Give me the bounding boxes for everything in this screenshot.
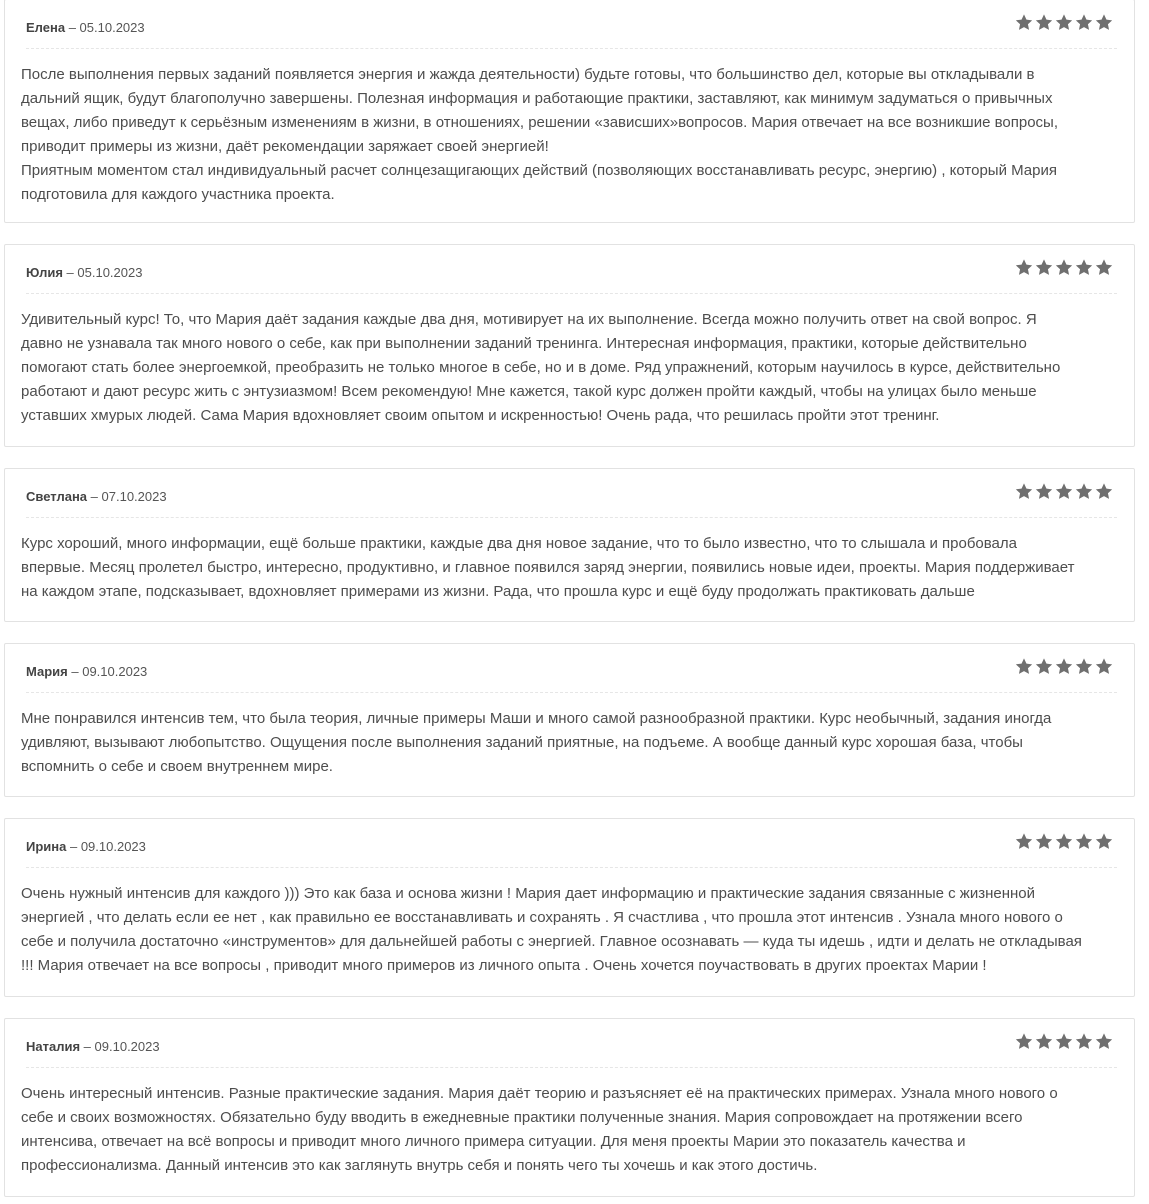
star-rating (1014, 1032, 1114, 1051)
review-card (4, 244, 1135, 447)
review-text-line: После выполнения первых заданий появляется энергия и жажда деятельности) будьте готовы, что большинство дел, которые вы откладывали в (21, 66, 1035, 83)
review-text-line: вещах, либо приведут к серьёзным изменениям в жизни, в отношениях, решении «зависших»вопросов. Мария отвечает на все возникшие вопросы, (21, 114, 1058, 131)
review-date: 05.10.2023 (79, 20, 145, 35)
star-icon (1094, 482, 1114, 501)
star-icon (1074, 258, 1094, 277)
review-text-line: Очень нужный интенсив для каждого ))) Это как база и основа жизни ! Мария дает информацию и практические задания связанные с жизненной (21, 885, 1036, 902)
review-card (4, 468, 1135, 622)
review-meta (26, 664, 147, 680)
review-card (4, 1018, 1135, 1197)
star-icon (1014, 832, 1034, 851)
review-text (21, 308, 1118, 428)
star-icon (1054, 1032, 1074, 1051)
review-text-line: Очень интересный интенсив. Разные практические задания. Мария даёт теорию и разъясняет её на практических примерах. Узнала много нового о (21, 1085, 1058, 1102)
star-icon (1054, 482, 1074, 501)
star-icon (1054, 258, 1074, 277)
star-rating (1014, 482, 1114, 501)
star-icon (1014, 482, 1034, 501)
review-text-line: Удивительный курс! То, что Мария даёт задания каждые два дня, мотивирует на их выполнение. Всегда можно получить ответ на свой вопрос. Я (21, 311, 1037, 328)
review-text (21, 882, 1118, 978)
review-text (21, 532, 1118, 604)
review-author: Наталия (26, 1039, 81, 1054)
review-text-line: впервые. Месяц пролетел быстро, интересно, продуктивно, и главное появился заряд энергии, появились новые идеи, проекты. Мария поддерживает (21, 559, 1075, 576)
review-date: 07.10.2023 (101, 489, 167, 504)
star-rating (1014, 657, 1114, 676)
review-header (5, 0, 1134, 48)
date-separator: – (65, 20, 80, 35)
date-separator: – (62, 265, 78, 280)
star-icon (1094, 258, 1114, 277)
star-icon (1074, 1032, 1094, 1051)
review-header (5, 1019, 1134, 1067)
date-separator: – (67, 664, 83, 679)
review-author: Елена (26, 20, 66, 35)
star-icon (1034, 482, 1054, 501)
star-icon (1014, 1032, 1034, 1051)
star-icon (1014, 258, 1034, 277)
review-text (21, 707, 1118, 779)
date-separator: – (87, 489, 102, 504)
review-meta (26, 265, 142, 281)
review-text-line: профессионализма. Данный интенсив это как заглянуть внутрь себя и понять чего ты хочешь и как этого достичь. (21, 1157, 818, 1174)
review-text-line: на каждом этапе, подсказывает, вдохновляет примерами из жизни. Рада, что прошла курс и ещё буду продолжать практиковать дальше (21, 583, 975, 600)
star-icon (1034, 1032, 1054, 1051)
review-card (4, 818, 1135, 997)
review-text-line: давно не узнавала так много нового о себе, как при выполнении заданий тренинга. Интересная информация, практики, которые действительно (21, 335, 1027, 352)
review-author: Юлия (26, 265, 63, 280)
review-text (21, 63, 1118, 207)
review-text-line: вспомнить о себе и своем внутреннем мире. (21, 758, 333, 775)
review-text-line: энергией , что делать если ее нет , как правильно ее восстанавливать и сохранять . Я счастлива , что прошла этот интенсив . Узнала много нового о (21, 909, 1063, 926)
divider (26, 867, 1117, 868)
review-text-line: !!! Мария отвечает на все вопросы , приводит много примеров из личного опыта . Очень хочется поучаствовать в других проектах Марии ! (21, 957, 987, 974)
star-icon (1034, 832, 1054, 851)
review-text-line: помогают стать более энергоемкой, преобразить не только многое в себе, но и в доме. Ряд упражнений, которым научилось в курсе, действительно (21, 359, 1061, 376)
review-meta (26, 20, 145, 36)
star-icon (1094, 1032, 1114, 1051)
star-icon (1074, 832, 1094, 851)
star-icon (1074, 13, 1094, 32)
review-text-line: Курс хороший, много информации, ещё больше практики, каждые два дня новое задание, что то было известно, что то слышала и пробовала (21, 535, 1017, 552)
date-separator: – (66, 839, 81, 854)
review-text-line: Приятным моментом стал индивидуальный расчет солнцезащигающих действий (позволяющих восстанавливать ресурс, энергию) , который Мария (21, 162, 1057, 179)
review-meta (26, 489, 167, 505)
review-text-line: себе и своих возможностях. Обязательно буду вводить в ежедневные практики полученные знания. Мария сопровождает на протяжении всего (21, 1109, 1023, 1126)
star-icon (1034, 657, 1054, 676)
divider (26, 293, 1117, 294)
review-card (4, 0, 1135, 223)
star-icon (1054, 657, 1074, 676)
star-icon (1074, 657, 1094, 676)
review-text-line: работают и дают ресурс жить с энтузиазмом! Всем рекомендую! Мне кажется, такой курс должен пройти каждый, чтобы на улицах было меньше (21, 383, 1037, 400)
review-date: 09.10.2023 (80, 839, 146, 854)
review-text-line: интенсива, отвечает на всё вопросы и приводит много личного примера ситуации. Для меня проекты Марии это показатель качества и (21, 1133, 966, 1150)
review-date: 09.10.2023 (94, 1039, 160, 1054)
review-header (5, 469, 1134, 517)
review-header (5, 245, 1134, 293)
date-separator: – (80, 1039, 95, 1054)
review-meta (26, 1039, 160, 1055)
star-icon (1014, 657, 1034, 676)
review-text-line: удивляют, вызывают любопытство. Ощущения после выполнения заданий приятные, на подъеме. А вообще данный курс хорошая база, чтобы (21, 734, 1023, 751)
review-text-line: приводит примеры из жизни, даёт рекомендации заряжает своей энергией! (21, 138, 549, 155)
review-date: 05.10.2023 (77, 265, 143, 280)
divider (26, 1067, 1117, 1068)
review-author: Ирина (26, 839, 67, 854)
review-header (5, 644, 1134, 692)
review-text-line: дальний ящик, будут благополучно завершены. Полезная информация и работающие практики, заставляют, как минимум задуматься о привычных (21, 90, 1053, 107)
star-icon (1074, 482, 1094, 501)
star-icon (1034, 13, 1054, 32)
divider (26, 48, 1117, 49)
review-text-line: себе и получила достаточно «инструментов» для дальнейшей работы с энергией. Главное осознавать — куда ты идешь , идти и делать не откладывая (21, 933, 1082, 950)
review-date: 09.10.2023 (82, 664, 148, 679)
star-icon (1034, 258, 1054, 277)
review-header (5, 819, 1134, 867)
review-card (4, 643, 1135, 797)
star-rating (1014, 13, 1114, 32)
star-icon (1054, 832, 1074, 851)
star-icon (1094, 832, 1114, 851)
star-icon (1094, 13, 1114, 32)
review-text-line: подготовила для каждого участника проекта. (21, 186, 335, 203)
star-icon (1014, 13, 1034, 32)
divider (26, 517, 1117, 518)
divider (26, 692, 1117, 693)
review-text (21, 1082, 1118, 1178)
star-rating (1014, 832, 1114, 851)
review-meta (26, 839, 146, 855)
star-icon (1054, 13, 1074, 32)
star-icon (1094, 657, 1114, 676)
review-text-line: уставших хмурых людей. Сама Мария вдохновляет своим опытом и искренностью! Очень рада, что решилась пройти этот тренинг. (21, 407, 940, 424)
review-text-line: Мне понравился интенсив тем, что была теория, личные примеры Маши и много самой разнообразной практики. Курс необычный, задания иногда (21, 710, 1052, 727)
review-author: Мария (26, 664, 68, 679)
star-rating (1014, 258, 1114, 277)
review-author: Светлана (26, 489, 88, 504)
